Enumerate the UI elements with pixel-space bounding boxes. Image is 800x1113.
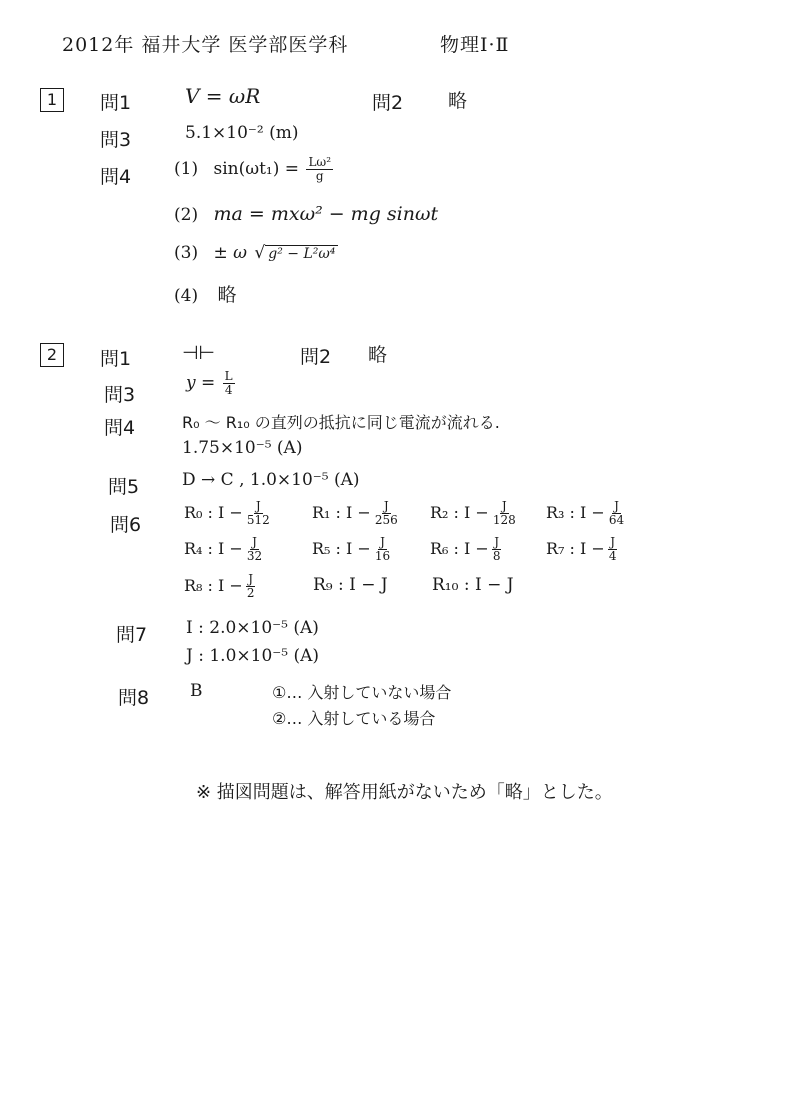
header-subject: 物理Ⅰ·Ⅱ: [440, 34, 510, 56]
s2-q6-r9: R₉ : I − J: [313, 575, 388, 595]
fraction: [491, 536, 503, 563]
answer-lhs: y =: [186, 373, 216, 394]
footnote: ※ 描図問題は、解答用紙がないため「略」とした。: [196, 782, 613, 803]
resistor-current: [430, 500, 520, 527]
sqrt-content: g² − L²ω⁴: [265, 245, 338, 262]
section-2-number: [40, 343, 64, 367]
s1-q4-part2: [174, 203, 438, 225]
fraction-den: 64: [608, 513, 625, 528]
fraction-den: 16: [374, 549, 391, 564]
part-label: (2): [174, 205, 199, 225]
fraction-num: J: [252, 535, 257, 549]
s2-q4-label: 問4: [104, 417, 136, 439]
fraction: [245, 536, 264, 563]
part-pre: ± ω: [213, 243, 248, 263]
part-label: (3): [174, 243, 199, 263]
fraction: [607, 500, 626, 527]
s2-q1-answer: ⊣⊢: [182, 342, 216, 364]
fraction-num: J: [610, 535, 616, 549]
section-number-box: 1: [40, 88, 64, 112]
fraction: [491, 500, 518, 527]
section-1-number: [40, 88, 64, 112]
s1-q2-answer: 略: [448, 90, 468, 112]
fraction-num: J: [614, 499, 619, 513]
fraction: [607, 536, 619, 563]
resistor-current: [184, 572, 258, 601]
s1-q1-answer: V = ωR: [185, 84, 261, 108]
fraction: [245, 500, 272, 527]
fraction: [245, 573, 257, 600]
s1-q4-part3: [174, 243, 338, 263]
resistor-label: R₀ : I −: [184, 503, 243, 523]
resistor-current: [312, 536, 394, 563]
s2-q1-label: 問1: [100, 348, 132, 370]
s1-q4-label: 問4: [100, 166, 132, 188]
resistor-current: [546, 500, 628, 527]
fraction-den: 4: [224, 383, 233, 398]
resistor-label: R₁ : I −: [312, 503, 371, 523]
fraction-den: 32: [246, 549, 263, 564]
s2-q3-label: 問3: [104, 384, 136, 406]
fraction-num: J: [383, 499, 389, 513]
fraction: [223, 370, 235, 397]
s1-q2-label: 問2: [372, 92, 404, 114]
part-label: (1): [174, 159, 199, 180]
resistor-label: R₆ : I −: [430, 539, 489, 559]
fraction-num: J: [248, 572, 254, 586]
s2-q8-case2: ②… 入射している場合: [272, 709, 436, 728]
fraction-den: 128: [492, 513, 516, 528]
resistor-current: [184, 500, 274, 527]
s2-q3-answer: [186, 370, 237, 397]
resistor-label: R₅ : I −: [312, 539, 371, 559]
section-number-box: 2: [40, 343, 64, 367]
fraction-den: 256: [374, 513, 398, 528]
s2-q8-case1: ①… 入射していない場合: [272, 683, 452, 702]
s2-q6-label: 問6: [110, 514, 142, 536]
resistor-label: R₂ : I −: [430, 503, 489, 523]
fraction-num: Lω²: [308, 155, 332, 169]
resistor-current: [546, 536, 620, 563]
s2-q6-r8: [184, 573, 258, 600]
fraction-den: 2: [246, 586, 255, 601]
s2-q2-answer: 略: [368, 344, 388, 366]
resistor-current: [312, 500, 402, 527]
resistor-label: R₃ : I −: [546, 503, 605, 523]
s2-q2-label: 問2: [300, 346, 332, 368]
fraction-num: J: [494, 535, 500, 549]
fraction-num: L: [224, 369, 233, 383]
fraction: [373, 500, 400, 527]
s2-q5-answer: D → C , 1.0×10⁻⁵ (A): [182, 470, 360, 490]
resistor-current: [430, 536, 504, 563]
s2-q4-line2: 1.75×10⁻⁵ (A): [182, 438, 303, 458]
s1-q4-part4: [174, 280, 237, 307]
s2-q6-r10: R₁₀ : I − J: [432, 575, 514, 595]
fraction: [306, 156, 333, 183]
s2-q7-line1: I : 2.0×10⁻⁵ (A): [186, 618, 319, 638]
resistor-label: R₄ : I −: [184, 539, 243, 559]
s2-q5-label: 問5: [108, 476, 140, 498]
s1-q1-label: 問1: [100, 92, 132, 114]
resistor-current: [184, 536, 266, 563]
sqrt-sign: √: [254, 243, 266, 263]
part-lhs: sin(ωt₁) =: [213, 159, 300, 180]
part-answer: 略: [217, 284, 237, 306]
s1-q4-part1: [174, 156, 335, 183]
fraction-den: g: [315, 169, 324, 184]
fraction: [373, 536, 392, 563]
header-school: 2012年 福井大学 医学部医学科: [62, 34, 349, 56]
fraction-num: J: [255, 499, 261, 513]
s1-q3-label: 問3: [100, 129, 132, 151]
s1-q3-answer: 5.1×10⁻² (m): [185, 123, 299, 143]
s2-q8-label: 問8: [118, 687, 150, 709]
part-label: (4): [174, 286, 199, 306]
resistor-label: R₈ : I −: [184, 576, 243, 596]
fraction-num: J: [501, 499, 507, 513]
fraction-den: 4: [608, 549, 617, 564]
fraction-den: 8: [492, 549, 501, 564]
fraction-den: 512: [246, 513, 270, 528]
s2-q7-label: 問7: [116, 624, 148, 646]
fraction-num: J: [380, 535, 385, 549]
s2-q8-answer: B: [190, 681, 203, 701]
s2-q4-line1: R₀ ～ R₁₀ の直列の抵抗に同じ電流が流れる.: [182, 413, 500, 432]
s2-q7-line2: J : 1.0×10⁻⁵ (A): [186, 646, 319, 666]
resistor-label: R₇ : I −: [546, 539, 605, 559]
part-answer: ma = mxω² − mg sinωt: [213, 203, 439, 225]
